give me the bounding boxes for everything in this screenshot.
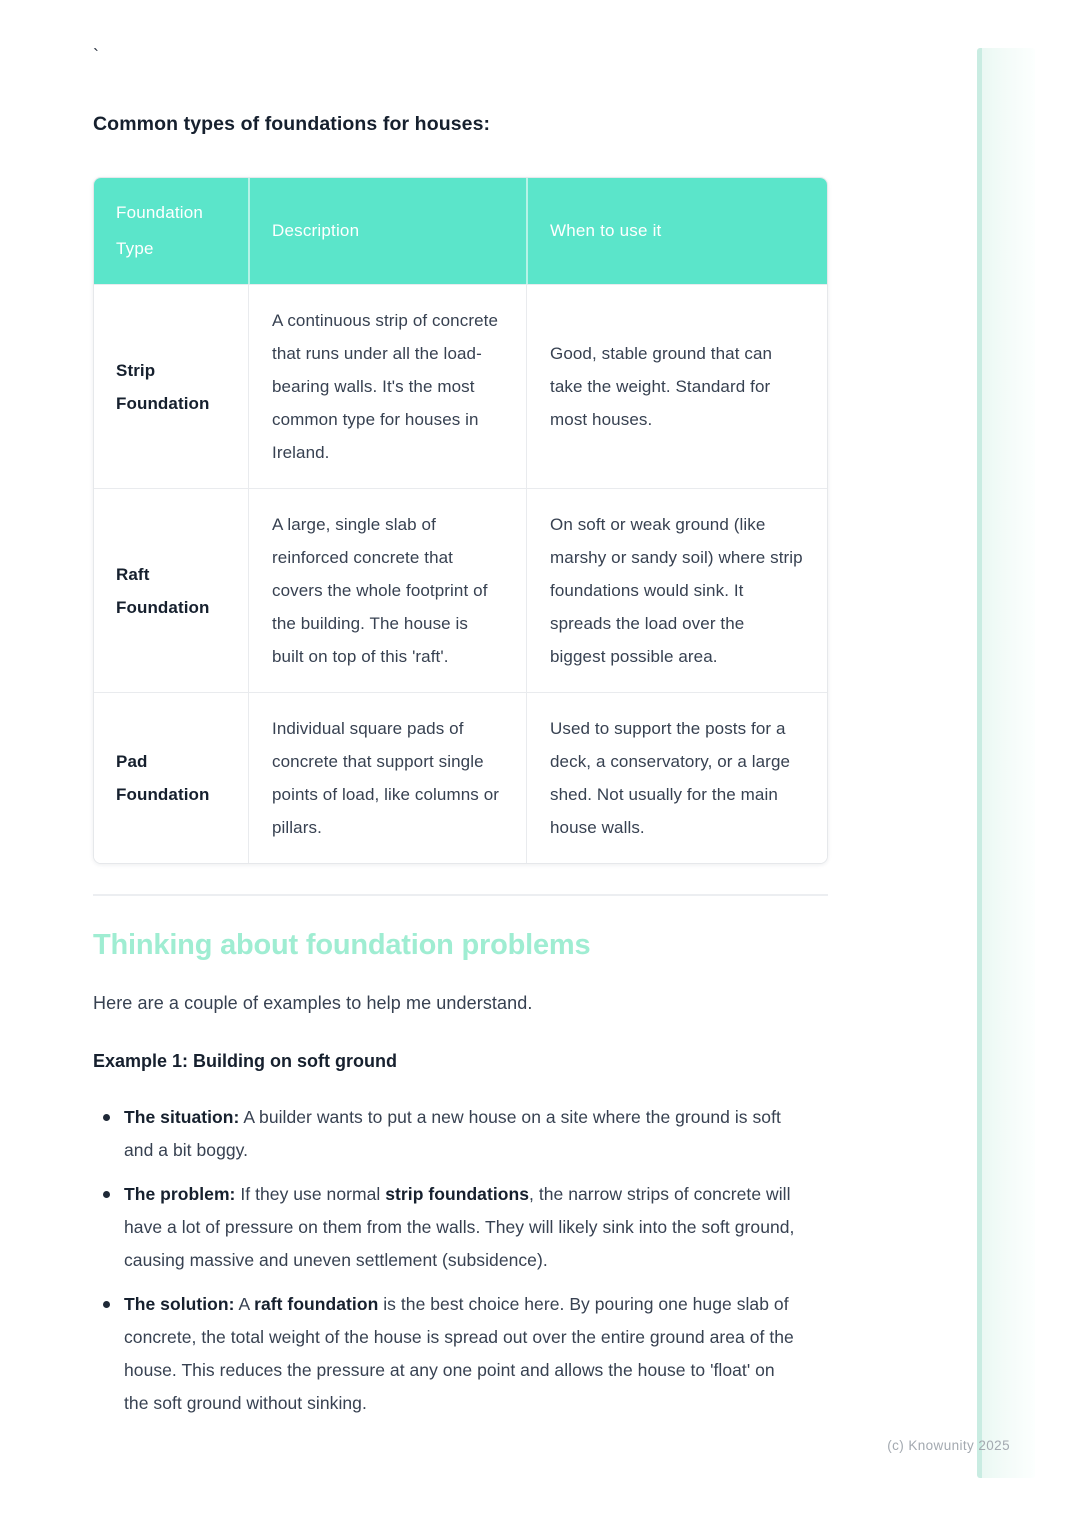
bullet-dot: [103, 1114, 110, 1121]
example-bullet-list: [93, 1101, 810, 1431]
cell-foundation-type: Raft Foundation: [94, 488, 248, 692]
cell-description: A continuous strip of concrete that runs under all the load-bearing walls. It's the most common type for houses in Ireland.: [248, 284, 526, 488]
cell-when-to-use: On soft or weak ground (like marshy or sandy soil) where strip foundations would sink. It spreads the load over the biggest possible area.: [526, 488, 827, 692]
column-header-foundation-type: Foundation Type: [94, 178, 248, 284]
stray-backtick: `: [93, 46, 99, 66]
cell-description: Individual square pads of concrete that support single points of load, like columns or pillars.: [248, 692, 526, 863]
bullet-dot: [103, 1191, 110, 1198]
side-stripe-decoration: [977, 48, 1035, 1478]
section-divider: [93, 894, 828, 896]
cell-when-to-use: Good, stable ground that can take the weight. Standard for most houses.: [526, 284, 827, 488]
table-header-row: [94, 178, 827, 284]
list-item-situation: [93, 1101, 798, 1167]
list-item-problem: [93, 1178, 798, 1277]
list-item-text: The solution: A raft foundation is the best choice here. By pouring one huge slab of concrete, the total weight of the house is spread out over the entire ground area of the house. This reduces the pressure at any one point and allows the house to 'float' on the soft ground without sinking.: [124, 1294, 794, 1413]
table-row: [94, 488, 827, 692]
section-title: Thinking about foundation problems: [93, 929, 591, 961]
table-section-heading: Common types of foundations for houses:: [93, 113, 491, 135]
example-heading: Example 1: Building on soft ground: [93, 1051, 397, 1071]
section-intro-text: Here are a couple of examples to help me understand.: [93, 993, 533, 1013]
cell-foundation-type: Pad Foundation: [94, 692, 248, 863]
table-row: [94, 692, 827, 863]
cell-when-to-use: Used to support the posts for a deck, a conservatory, or a large shed. Not usually for the main house walls.: [526, 692, 827, 863]
foundation-types-table: [93, 177, 828, 864]
copyright-footer: (c) Knowunity 2025: [887, 1438, 1010, 1453]
column-header-description: Description: [248, 178, 526, 284]
list-item-text: The problem: If they use normal strip foundations, the narrow strips of concrete will have a lot of pressure on them from the walls. They will likely sink into the soft ground, causing massive and uneven settlement (subsidence).: [124, 1184, 795, 1270]
cell-description: A large, single slab of reinforced concrete that covers the whole footprint of the building. The house is built on top of this 'raft'.: [248, 488, 526, 692]
list-item-solution: [93, 1288, 798, 1420]
list-item-text: The situation: A builder wants to put a new house on a site where the ground is soft and a bit boggy.: [124, 1107, 781, 1160]
bullet-dot: [103, 1301, 110, 1308]
column-header-when-to-use: When to use it: [526, 178, 827, 284]
cell-foundation-type: Strip Foundation: [94, 284, 248, 488]
table-row: [94, 284, 827, 488]
